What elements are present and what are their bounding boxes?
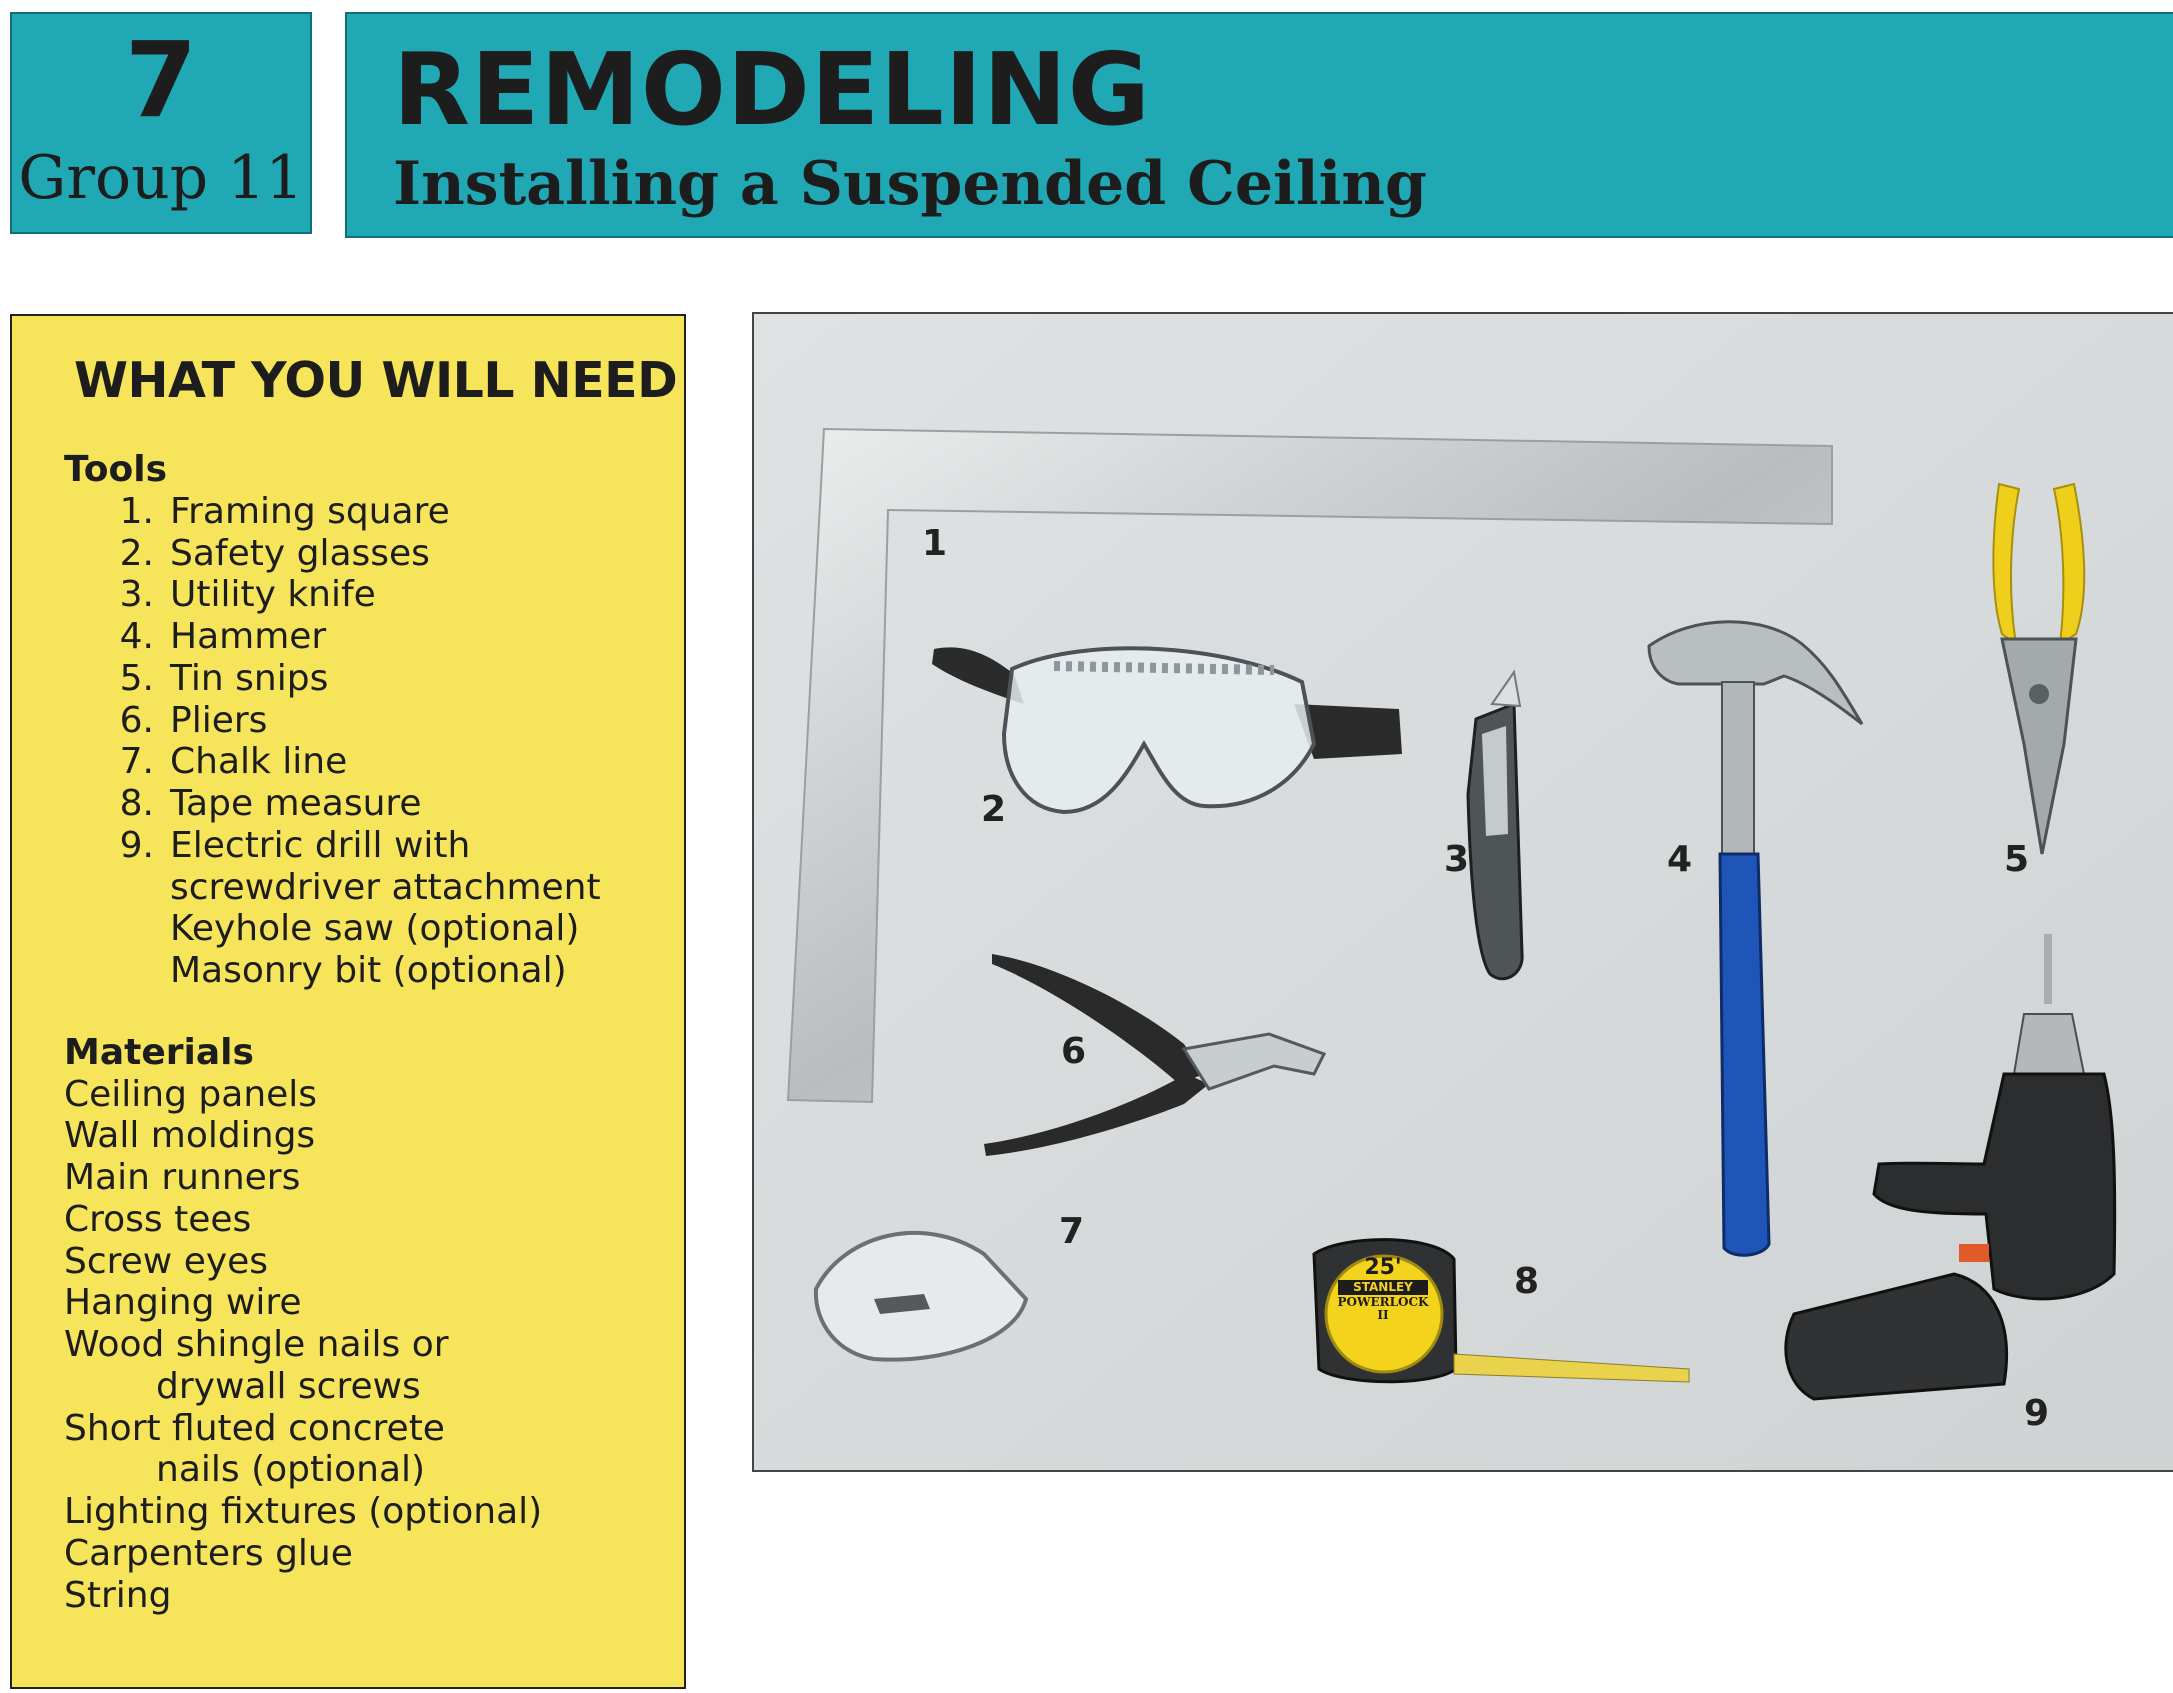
materials-heading: Materials bbox=[64, 1031, 254, 1073]
photo-label-3: 3 bbox=[1444, 839, 1470, 880]
tools-heading: Tools bbox=[64, 449, 168, 490]
tool-item: 8. Tape measure bbox=[119, 783, 422, 824]
photo-label-2: 2 bbox=[981, 789, 1007, 830]
chapter-box bbox=[10, 12, 312, 234]
tool-item: 6. Pliers bbox=[119, 699, 268, 741]
photo-label-6: 6 bbox=[1061, 1031, 1087, 1072]
tool-item: 7. Chalk line bbox=[119, 741, 348, 783]
photo-label-4: 4 bbox=[1667, 839, 1693, 880]
material-item: String bbox=[64, 1574, 172, 1616]
tool-item: 3. Utility knife bbox=[119, 574, 376, 616]
tool-item: 5. Tin snips bbox=[119, 657, 329, 699]
tools-illustration bbox=[754, 314, 2173, 1472]
material-continuation: drywall screws bbox=[156, 1365, 421, 1407]
material-item: Carpenters glue bbox=[64, 1532, 353, 1574]
material-item: Wall moldings bbox=[64, 1115, 316, 1157]
photo-label-8: 8 bbox=[1514, 1261, 1540, 1302]
title-bar bbox=[345, 12, 2173, 238]
material-item: Ceiling panels bbox=[64, 1073, 318, 1115]
material-item: Wood shingle nails or bbox=[64, 1324, 449, 1365]
material-item: Cross tees bbox=[64, 1198, 252, 1240]
material-item: Hanging wire bbox=[64, 1282, 302, 1324]
material-item: Lighting fixtures (optional) bbox=[64, 1491, 543, 1532]
needs-title: WHAT YOU WILL NEED bbox=[74, 352, 678, 409]
photo-label-9: 9 bbox=[2024, 1393, 2050, 1434]
material-continuation: nails (optional) bbox=[156, 1449, 426, 1491]
tool-item: 9. Electric drill with bbox=[119, 824, 471, 866]
photo-label-5: 5 bbox=[2004, 839, 2030, 880]
material-item: Short fluted concrete bbox=[64, 1407, 445, 1449]
tool-continuation: screwdriver attachment bbox=[170, 866, 601, 908]
page-title: REMODELING bbox=[393, 31, 1151, 148]
material-item: Main runners bbox=[64, 1157, 301, 1198]
tool-continuation: Keyhole saw (optional) bbox=[170, 908, 580, 950]
photo-label-7: 7 bbox=[1059, 1211, 1085, 1252]
photo-label-1: 1 bbox=[922, 523, 948, 564]
tool-continuation: Masonry bit (optional) bbox=[170, 950, 567, 991]
needs-panel bbox=[10, 314, 686, 1689]
chapter-number: 7 bbox=[124, 19, 198, 141]
material-item: Screw eyes bbox=[64, 1240, 269, 1282]
tools-photo bbox=[752, 312, 2173, 1472]
tool-item: 2. Safety glasses bbox=[119, 532, 430, 574]
chapter-group: Group 11 bbox=[18, 143, 304, 213]
tool-item: 4. Hammer bbox=[119, 616, 327, 657]
tool-item: 1. Framing square bbox=[119, 490, 450, 532]
page-subtitle: Installing a Suspended Ceiling bbox=[393, 149, 1428, 219]
tape-measure-label: 25' STANLEY POWERLOCK II bbox=[1337, 1255, 1429, 1322]
